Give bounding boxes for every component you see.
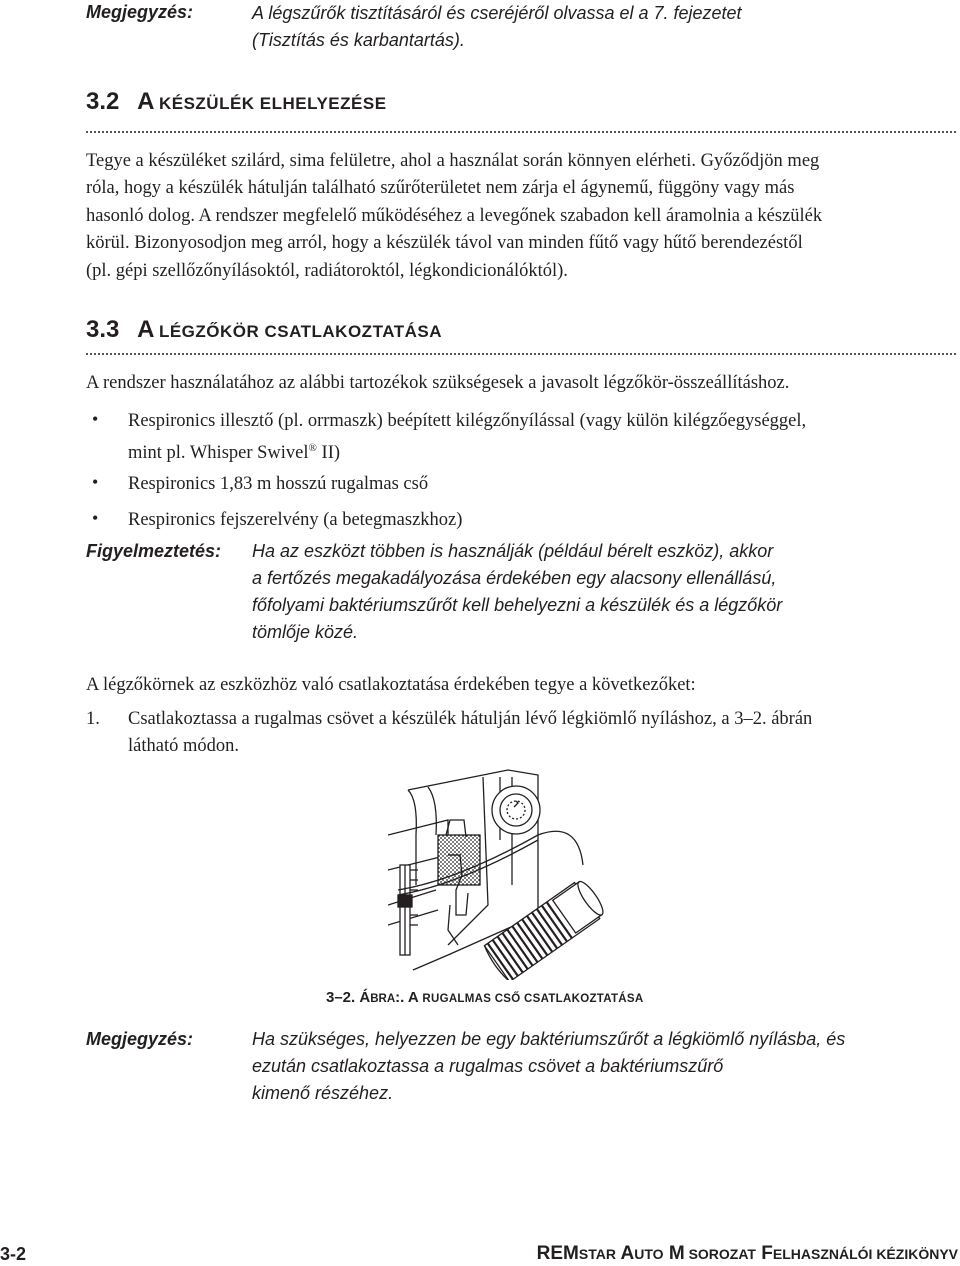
page-number: 3-2 <box>0 1244 27 1264</box>
figure-illustration <box>388 765 628 980</box>
section-3-2-body <box>86 148 960 285</box>
bullet-text: II) <box>316 443 341 464</box>
warning-line: főfolyami baktériumszűrőt kell behelyezni a készülék és a légzőkör <box>252 595 783 615</box>
figure-caption <box>326 989 644 1007</box>
section-number: 3.2 <box>86 88 120 115</box>
warning-line: tömlője közé. <box>252 622 359 642</box>
section-heading-3-2 <box>86 88 387 116</box>
divider <box>86 353 956 355</box>
footer-title-part: A <box>615 1243 635 1264</box>
footer-title-part: SOROZAT <box>684 1246 756 1262</box>
note-text-bottom <box>252 1026 845 1107</box>
bullet-line <box>128 435 806 468</box>
footer-title-part: F <box>755 1243 773 1264</box>
note-line: Ha szükséges, helyezzen be egy baktériumszűrőt a légkiömlő nyílásba, és <box>252 1029 846 1049</box>
section-3-3-intro: A rendszer használatához az alábbi tartozékok szükségesek a javasolt légzőkör-összeállításhoz. <box>86 373 790 393</box>
warning-line: Ha az eszközt többen is használják (például bérelt eszköz), akkor <box>252 541 774 561</box>
warning-text <box>252 538 782 646</box>
footer-title-part: UTO <box>634 1246 664 1262</box>
paragraph-line: körül. Bizonyosodjon meg arról, hogy a készülék távol van minden fűtő vagy hűtő berendezéstől <box>86 233 803 254</box>
paragraph-line: (pl. gépi szellőzőnyílásoktól, radiátoroktól, légkondicionálóktól). <box>86 260 568 281</box>
bullet-item-3: Respironics fejszerelvény (a betegmaszkhoz) <box>128 510 463 530</box>
step-1-text <box>128 706 812 761</box>
warning-label: Figyelmeztetés: <box>86 541 222 561</box>
caption-number: 3–2. <box>326 989 360 1006</box>
footer-title-part: REM <box>536 1243 579 1264</box>
paragraph-line: Tegye a készüléket szilárd, sima felületre, ahol a használat során könnyen elérheti. Győződjön meg <box>86 151 820 171</box>
bullet-item-2: Respironics 1,83 m hosszú rugalmas cső <box>128 474 429 494</box>
bullet-item-1 <box>128 408 806 468</box>
note-line: ezután csatlakoztassa a rugalmas csövet a baktériumszűrő <box>252 1056 724 1076</box>
section-title-initial: A <box>137 316 155 343</box>
registered-mark: ® <box>308 442 317 455</box>
section-title-rest: LÉGZŐKÖR CSATLAKOZTATÁSA <box>158 322 442 341</box>
step-number: 1. <box>86 709 100 729</box>
note-label-bottom: Megjegyzés: <box>86 1029 194 1049</box>
bullet-icon: • <box>92 409 99 429</box>
bullet-icon: • <box>92 472 99 492</box>
note-label-top: Megjegyzés: <box>86 2 194 22</box>
section-heading-3-3 <box>86 316 442 344</box>
caption-text: :. A <box>395 989 423 1006</box>
caption-text: RUGALMAS CSŐ CSATLAKOZTATÁSA <box>422 993 644 1005</box>
caption-text: Á <box>359 989 371 1006</box>
step-line: Csatlakoztassa a rugalmas csövet a készülék hátulján lévő légkiömlő nyíláshoz, a 3–2. ábrán <box>128 709 813 729</box>
caption-text: BRA <box>370 993 396 1005</box>
note-text-top <box>252 0 742 54</box>
footer-title <box>537 1243 958 1265</box>
note-line: kimenő részéhez. <box>252 1083 394 1103</box>
footer-title-part: ELHASZNÁLÓI KÉZIKÖNYV <box>772 1246 958 1262</box>
bullet-line: Respironics illesztő (pl. orrmaszk) beépített kilégzőnyílással (vagy külön kilégzőegységgel, <box>128 411 807 431</box>
step-line: látható módon. <box>128 736 239 757</box>
warning-line: a fertőzés megakadályozása érdekében egy alacsony ellenállású, <box>252 568 777 588</box>
paragraph-line: hasonló dolog. A rendszer megfelelő működéséhez a levegőnek szabadon kell áramolnia a készülék <box>86 205 823 226</box>
note-text-top-line1: A légszűrők tisztításáról és cseréjéről olvassa el a 7. fejezetet <box>252 3 742 23</box>
section-title-initial: A <box>137 88 155 115</box>
bullet-text: mint pl. Whisper Swivel <box>128 443 309 464</box>
section-title-rest: KÉSZÜLÉK ELHELYEZÉSE <box>158 94 387 113</box>
footer-title-part: STAR <box>578 1246 616 1262</box>
bullet-icon: • <box>92 508 99 528</box>
note-text-top-line2: (Tisztítás és karbantartás). <box>252 30 465 50</box>
section-number: 3.3 <box>86 316 120 343</box>
footer-title-part: M <box>663 1243 685 1264</box>
steps-intro: A légzőkörnek az eszközhöz való csatlakoztatása érdekében tegye a következőket: <box>86 675 696 695</box>
divider <box>86 131 956 133</box>
paragraph-line: róla, hogy a készülék hátulján található szűrőterületet nem zárja el ágynemű, függöny vagy más <box>86 178 795 199</box>
